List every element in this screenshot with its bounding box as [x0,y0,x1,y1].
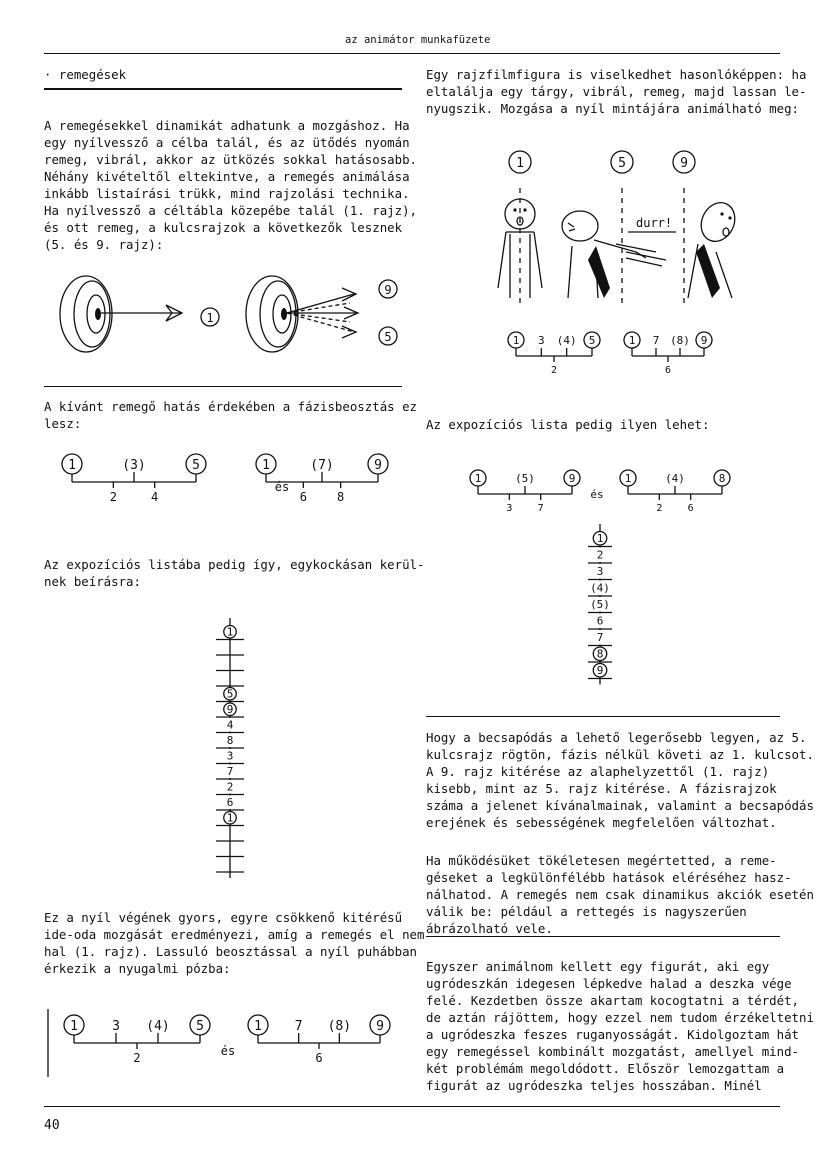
chart-key-label: (4) [556,334,577,348]
character-illustration [476,148,776,378]
left-paragraph-4 [44,909,424,977]
list-item: 9 [226,703,234,717]
text-line: két problémám megoldódott. Először lemozgattam a [426,1061,785,1076]
text-line: eltalálja egy tárgy, vibrál, remeg, majd lassan le- [426,84,807,99]
target-arrow-illustration [44,270,404,380]
target-label: 9 [384,283,392,297]
arrow-icon [101,305,182,321]
list-item: 8 [596,647,604,661]
list-item: 3 [226,749,234,763]
right-paragraph-5 [426,958,814,1094]
text-line: Az expozíciós lista pedig ilyen lehet: [426,417,710,432]
chart-tick-label: 8 [337,490,345,504]
paragraph-rule [426,936,780,937]
and-word: és [590,488,604,501]
chart-key-label: 7 [652,334,660,348]
chart-key-label: (5) [515,472,535,486]
chart-tick-label: 3 [506,503,513,514]
chart-key-label: 1 [68,457,76,473]
text-line: lesz: [44,416,82,431]
text-line: kulcsrajz rögtön, fázis nélkül követi az 1. kulcsot. [426,747,814,762]
phase-chart-right [460,458,760,522]
text-line: érkezik a nyugalmi pózba: [44,961,231,976]
list-item: 5 [226,687,234,701]
slow-chart [44,1005,404,1081]
chart-key-label: 1 [474,472,482,486]
chart-key-label: 9 [376,1018,384,1034]
chart-key-label: 5 [196,1018,204,1034]
chart-key-label: 9 [374,457,382,473]
text-line: száma a jelenet kívánalmainak, valamint a becsapódás [426,798,814,813]
text-line: Egy rajzfilmfigura is viselkedhet hasonlóképpen: ha [426,67,807,82]
list-item: 7 [596,631,604,645]
chart-tick-label: 6 [687,503,694,514]
chart-key-label: 7 [294,1018,303,1034]
target-label: 5 [384,330,392,344]
text-line: Egyszer animálnom kellett egy figurát, aki egy [426,959,770,974]
header-rule [44,53,780,54]
left-paragraph-3 [44,556,424,590]
figure-label: 1 [516,156,524,171]
list-item: 6 [226,796,234,810]
list-item: 8 [226,734,234,748]
text-line: ábrázolható vele. [426,921,553,936]
text-line: válik be: például a rettegés is nagyszerűen [426,904,747,919]
text-line: (5. és 9. rajz): [44,237,164,252]
text-line: Ha működésüket tökéletesen megértetted, a reme- [426,853,777,868]
list-item: 9 [596,664,604,678]
list-item: 6 [596,614,604,628]
list-item: 1 [226,625,234,639]
right-paragraph-4 [426,852,814,937]
figure-rule [426,716,780,717]
figure-label: 5 [618,156,626,171]
text-line: de aztán rájöttem, hogy ezzel nem tudom érzékeltetni [426,1010,814,1025]
chart-key-label: 1 [70,1018,78,1034]
chart-tick-label: 6 [315,1051,323,1065]
section-rule [44,88,402,90]
and-word: és [220,1044,236,1058]
running-title: az animátor munkafüzete [345,34,491,46]
list-item: 1 [226,811,234,825]
list-item: 1 [596,532,604,546]
sound-label: durr! [636,216,673,230]
chart-tick-label: 4 [151,490,159,504]
exposure-list-right [580,524,630,688]
right-paragraph-2 [426,416,709,433]
left-paragraph-2 [44,398,417,432]
list-item: 2 [596,548,604,562]
list-item: 4 [226,718,234,732]
chart-tick-label: 2 [656,503,663,514]
figure-recoil-icon [688,197,741,298]
exposure-list-left [200,618,260,880]
chart-key-label: 3 [112,1018,120,1034]
chart-tick-label: 6 [664,365,672,376]
page-number: 40 [44,1118,60,1133]
phase-chart-left [56,448,396,518]
list-item: 3 [596,565,604,579]
list-item: (4) [590,581,610,595]
text-line: kisebb, mint az 5. rajz kitérése. A fázisrajzok [426,781,777,796]
chart-key-label: 1 [628,334,636,348]
text-line: inkább listaírási trükk, mind rajzolási technika. [44,186,410,201]
text-line: Az expozíciós listába pedig így, egykockásan kerül- [44,557,425,572]
section-title: · remegések [44,67,127,82]
chart-key-label: (4) [665,472,685,486]
text-line: Ha nyílvessző a céltábla közepébe talál (1. rajz), [44,203,417,218]
text-line: A 9. rajz kitérése az alaphelyzettől (1. rajz) [426,764,770,779]
text-line: Hogy a becsapódás a lehető legerősebb legyen, az 5. [426,730,807,745]
text-line: ugródeszkán idegesen lépkedve halad a deszka vége [426,976,792,991]
text-line: A remegésekkel dinamikát adhatunk a mozgáshoz. Ha [44,118,410,133]
chart-key-label: 1 [624,472,632,486]
chart-key-label: (8) [327,1018,352,1034]
chart-key-label: (3) [122,457,146,473]
list-item: (5) [590,598,610,612]
chart-tick-label: 2 [550,365,558,376]
text-line: géseket a legkülönfélébb hatások eléréséhez hasz- [426,870,792,885]
text-line: hal (1. rajz). Lassuló beosztással a nyíl puhábban [44,944,417,959]
chart-key-label: 1 [262,457,270,473]
chart-key-label: 9 [700,334,708,348]
vibrating-arrows-icon [287,288,358,338]
list-item: 2 [226,780,234,794]
text-line: remeg, vibrál, akkor az ütközés sokkal hatásosabb. [44,152,417,167]
chart-key-label: 5 [588,334,596,348]
figure-rule [44,386,402,387]
left-paragraph-1 [44,117,417,253]
text-line: a ugródeszka feszes ruganyosságát. Kidolgoztam hát [426,1027,799,1042]
chart-tick-label: 6 [299,490,307,504]
text-line: nyugszik. Mozgása a nyíl mintájára animálható meg: [426,101,799,116]
text-line: nek beírásra: [44,574,141,589]
text-line: Néhány kivételtől eltekintve, a remegés animálása [44,169,410,184]
text-line: egy remegéssel kombinált mozgatást, amellyel mind- [426,1044,799,1059]
figure-label: 9 [680,156,688,171]
chart-key-label: 3 [538,334,545,348]
right-paragraph-3 [426,729,814,831]
right-paragraph-1 [426,66,806,117]
chart-key-label: 8 [718,472,726,486]
text-line: erejének és sebességének megfelelően változhat. [426,815,777,830]
chart-key-label: (4) [146,1018,170,1034]
text-line: és ott remeg, a kulcsrajzok a következők lesznek [44,220,403,235]
chart-tick-label: 2 [109,490,117,504]
text-line: ide-oda mozgását eredményezi, amíg a remegés el nem [44,927,425,942]
chart-key-label: (7) [310,457,334,473]
chart-key-label: (8) [670,334,690,348]
text-line: egy nyílvessző a célba talál, és az ütődés nyomán [44,135,410,150]
chart-key-label: 1 [254,1018,262,1034]
chart-tick-label: 2 [133,1051,141,1065]
chart-key-label: 9 [568,472,576,486]
target-left-icon [60,276,112,352]
text-line: Ez a nyíl végének gyors, egyre csökkenő kitérésű [44,910,403,925]
text-line: A kívánt remegő hatás érdekében a fázisbeosztás ez [44,399,417,414]
target-label: 1 [206,311,214,325]
list-item: 7 [226,765,234,779]
text-line: felé. Kezdetben össze akartam kocogtatni a térdét, [426,993,799,1008]
footer-rule [44,1106,780,1107]
chart-key-label: 5 [192,457,200,473]
chart-tick-label: 7 [537,503,544,514]
and-word: és [274,480,290,494]
text-line: figurát az ugródeszka teljes hosszában. Minél [426,1078,762,1093]
chart-key-label: 1 [512,334,520,348]
text-line: nálhatod. A remegés nem csak dinamikus akciók esetén [426,887,814,902]
